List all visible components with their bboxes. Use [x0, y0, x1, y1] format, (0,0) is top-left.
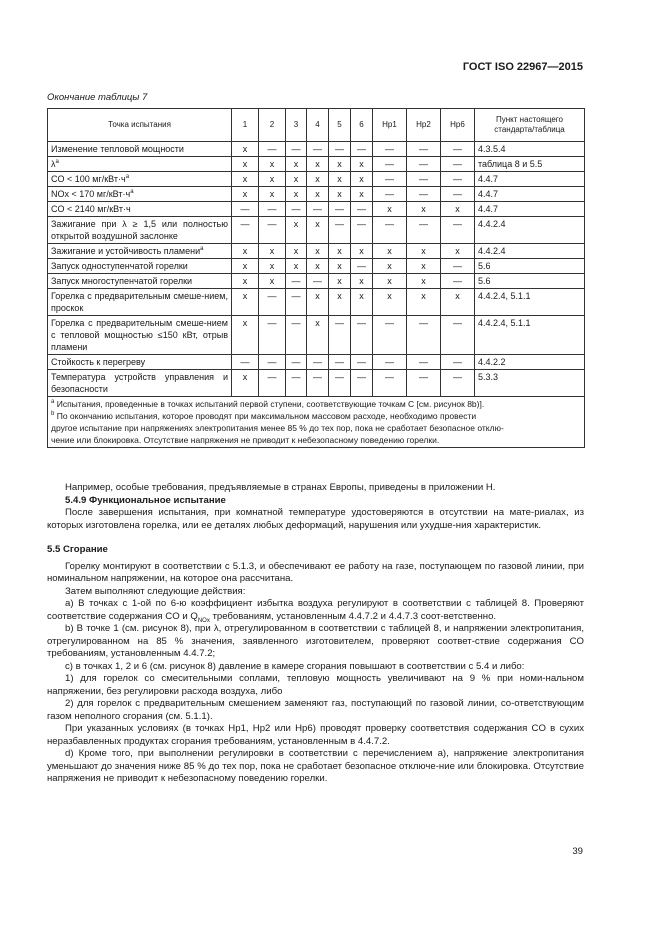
test-point-cell: x: [329, 172, 351, 187]
paragraph-item-d: d) Кроме того, при выполнении регулировки в соответствии с перечислением a), напряжение электропитания уменьшают до значения ниже 85 % до тех пор, пока не сработает безопасное отключе-ние или блокировка. Отсутствие напряжения не приводит к небезопасному поведению горелки.: [47, 748, 584, 784]
test-point-cell: —: [441, 355, 475, 370]
test-point-cell: —: [351, 202, 373, 217]
test-point-cell: —: [351, 142, 373, 157]
footnote-b-line1: По окончанию испытания, которое проводят при максимальном массовом расходе, необходимо провести: [56, 411, 477, 421]
page-number: 39: [572, 846, 583, 857]
test-point-cell: —: [232, 202, 259, 217]
test-name-cell: [48, 244, 232, 259]
test-point-cell: x: [329, 259, 351, 274]
test-point-cell: x: [373, 289, 407, 316]
test-point-cell: x: [259, 187, 286, 202]
test-point-cell: x: [407, 244, 441, 259]
table-row: [48, 355, 585, 370]
reference-cell: 5.3.3: [475, 370, 585, 397]
table-row: [48, 142, 585, 157]
test-point-cell: x: [232, 172, 259, 187]
test-point-cell: x: [407, 274, 441, 289]
test-point-cell: x: [307, 316, 329, 355]
test-point-cell: x: [259, 274, 286, 289]
paragraph-functional-test: После завершения испытания, при комнатной температуре удостоверяются в отсутствии на мате-риалах, из которых изготовлена горелка, или ее деталях любых деформаций, нарушения или ухудше-ния характеристик.: [47, 507, 584, 531]
reference-cell: 4.4.7: [475, 202, 585, 217]
document-header: ГОСТ ISO 22967—2015: [462, 61, 583, 73]
reference-cell: 5.6: [475, 259, 585, 274]
test-points-table: [47, 108, 585, 448]
test-name: λ: [51, 159, 56, 169]
test-point-cell: x: [307, 244, 329, 259]
test-point-cell: —: [441, 142, 475, 157]
footnote-a-mark: a: [51, 399, 55, 406]
test-point-cell: —: [259, 217, 286, 244]
test-point-cell: x: [329, 244, 351, 259]
test-point-cell: —: [329, 142, 351, 157]
test-point-cell: x: [286, 157, 307, 172]
body-text: [47, 482, 584, 786]
test-point-cell: x: [329, 187, 351, 202]
test-point-cell: —: [259, 370, 286, 397]
test-point-cell: —: [441, 172, 475, 187]
test-name: Горелка с предварительным смеше-нием, проскок: [51, 291, 228, 313]
test-point-cell: —: [351, 217, 373, 244]
test-point-cell: x: [232, 316, 259, 355]
test-point-cell: —: [329, 217, 351, 244]
test-point-cell: —: [351, 316, 373, 355]
column-header: Hp6: [441, 109, 475, 142]
paragraph-item-c2: 2) для горелок с предварительным смешением заменяют газ, поступающий по газовой линии, со-ответствующим газом неполного сгорания (см. 5.1.1).: [47, 698, 584, 722]
test-point-cell: —: [407, 142, 441, 157]
test-name-cell: [48, 217, 232, 244]
table-row: [48, 187, 585, 202]
paragraph-actions: Затем выполняют следующие действия:: [65, 585, 246, 597]
test-point-cell: x: [307, 157, 329, 172]
test-point-cell: x: [307, 289, 329, 316]
test-name: Температура устройств управления и безопасности: [51, 372, 228, 394]
test-point-cell: —: [286, 355, 307, 370]
test-point-cell: —: [259, 316, 286, 355]
test-name: Зажигание и устойчивость пламени: [51, 246, 201, 256]
test-point-cell: —: [373, 142, 407, 157]
test-point-cell: —: [407, 172, 441, 187]
column-header: 6: [351, 109, 373, 142]
paragraph-conditions: При указанных условиях (в точках Hp1, Hp2 или Hp6) проводят проверку соответствия содержания CO в сухих неразбавленных продуктах сгорания требованиям, установленным в 4.4.7.2.: [47, 723, 584, 747]
test-point-cell: x: [441, 244, 475, 259]
paragraph-item-c: c) в точках 1, 2 и 6 (см. рисунок 8) давление в камере сгорания повышают в соответствии с 5.4 и либо:: [65, 660, 525, 672]
test-point-cell: x: [351, 289, 373, 316]
paragraph-item-a: [47, 598, 584, 623]
test-name: Запуск одноступенчатой горелки: [51, 261, 188, 271]
table-row: [48, 172, 585, 187]
test-name: Изменение тепловой мощности: [51, 144, 184, 154]
test-name-cell: [48, 172, 232, 187]
footnote-mark: a: [55, 159, 59, 165]
test-point-cell: x: [232, 259, 259, 274]
test-point-cell: —: [307, 142, 329, 157]
column-header: Точка испытания: [48, 109, 232, 142]
test-point-cell: —: [441, 274, 475, 289]
test-point-cell: —: [307, 202, 329, 217]
test-name-cell: [48, 274, 232, 289]
test-point-cell: x: [329, 157, 351, 172]
column-header: 1: [232, 109, 259, 142]
test-point-cell: x: [441, 289, 475, 316]
test-name-cell: [48, 202, 232, 217]
test-point-cell: —: [286, 316, 307, 355]
test-point-cell: x: [259, 172, 286, 187]
test-point-cell: —: [286, 142, 307, 157]
test-point-cell: —: [259, 355, 286, 370]
test-point-cell: x: [286, 172, 307, 187]
test-point-cell: —: [329, 355, 351, 370]
footnote-b-mark: b: [51, 411, 55, 418]
test-point-cell: x: [351, 274, 373, 289]
reference-cell: 5.6: [475, 274, 585, 289]
paragraph-mounting: Горелку монтируют в соответствии с 5.1.3, и обеспечивают ее работу на газе, поступающем по газовой линии, при номинальном напряжении, на которое она рассчитана.: [47, 560, 584, 584]
footnote-a: [51, 398, 581, 410]
footnote-b-line2: другое испытание при напряжениях электропитания менее 85 % до тех пор, пока не сработает безопасное отклю-: [51, 423, 504, 433]
reference-cell: 4.4.2.4: [475, 217, 585, 244]
table-header-row: [48, 109, 585, 142]
test-point-cell: —: [351, 259, 373, 274]
test-point-cell: —: [441, 259, 475, 274]
test-point-cell: —: [307, 355, 329, 370]
test-point-cell: —: [373, 172, 407, 187]
test-point-cell: —: [351, 355, 373, 370]
test-point-cell: x: [286, 244, 307, 259]
column-header: Hp1: [373, 109, 407, 142]
reference-cell: 4.3.5.4: [475, 142, 585, 157]
test-name: Зажигание при λ ≥ 1,5 или полностью открытой воздушной заслонке: [51, 219, 228, 241]
test-point-cell: x: [286, 187, 307, 202]
test-point-cell: —: [259, 289, 286, 316]
reference-cell: 4.4.7: [475, 172, 585, 187]
heading-5-4-9: 5.4.9 Функциональное испытание: [65, 494, 226, 506]
column-header: Пункт настоящего стандарта/таблица: [475, 109, 585, 142]
test-point-cell: —: [441, 187, 475, 202]
test-point-cell: x: [351, 244, 373, 259]
test-name-cell: [48, 142, 232, 157]
test-point-cell: —: [407, 316, 441, 355]
table-row: [48, 289, 585, 316]
test-point-cell: —: [329, 202, 351, 217]
item-a-text: a) В точках с 1-ой по 6-ю коэффициент избытка воздуха регулируют в соответствии с таблицей 8. Проверяют соответствие содержания CO и Q: [47, 598, 584, 622]
test-point-cell: —: [441, 370, 475, 397]
test-point-cell: —: [373, 355, 407, 370]
test-point-cell: x: [286, 259, 307, 274]
reference-cell: 4.4.2.2: [475, 355, 585, 370]
test-name: NOx < 170 мг/кВт·ч: [51, 189, 131, 199]
test-point-cell: —: [286, 274, 307, 289]
table-caption: Окончание таблицы 7: [47, 92, 148, 103]
footnotes-cell: [48, 397, 585, 448]
test-point-cell: —: [286, 202, 307, 217]
reference-cell: 4.4.2.4: [475, 244, 585, 259]
test-point-cell: —: [259, 202, 286, 217]
paragraph-item-c1: 1) для горелок со смесительными соплами, тепловую мощность увеличивают на 9 % при номи-нальном напряжении, без регулировки расхода воздуха, либо: [47, 673, 584, 697]
test-point-cell: x: [307, 172, 329, 187]
test-point-cell: x: [351, 187, 373, 202]
table-row: [48, 244, 585, 259]
test-point-cell: —: [407, 355, 441, 370]
test-point-cell: x: [329, 289, 351, 316]
column-header: Hp2: [407, 109, 441, 142]
test-point-cell: x: [407, 202, 441, 217]
test-point-cell: x: [259, 157, 286, 172]
test-point-cell: x: [307, 187, 329, 202]
test-point-cell: —: [441, 157, 475, 172]
table-row: [48, 217, 585, 244]
test-point-cell: —: [329, 316, 351, 355]
heading-5-5: 5.5 Сгорание: [47, 544, 108, 555]
table-row: [48, 157, 585, 172]
footnote-b-line3: чение или блокировка. Отсутствие напряжения не приводит к небезопасному поведению горелки.: [51, 435, 440, 445]
test-point-cell: x: [351, 157, 373, 172]
footnote-mark: a: [200, 246, 204, 252]
test-point-cell: x: [232, 187, 259, 202]
test-point-cell: —: [259, 142, 286, 157]
item-a-subscript: NOx: [197, 617, 210, 624]
test-point-cell: —: [407, 370, 441, 397]
test-point-cell: —: [329, 370, 351, 397]
test-name-cell: [48, 259, 232, 274]
test-point-cell: —: [407, 157, 441, 172]
test-point-cell: —: [286, 370, 307, 397]
test-name-cell: [48, 316, 232, 355]
test-point-cell: —: [441, 217, 475, 244]
test-point-cell: x: [307, 259, 329, 274]
table-row: [48, 274, 585, 289]
test-point-cell: x: [232, 274, 259, 289]
test-name-cell: [48, 370, 232, 397]
test-point-cell: x: [373, 274, 407, 289]
test-point-cell: —: [351, 370, 373, 397]
test-name-cell: [48, 289, 232, 316]
test-point-cell: —: [407, 187, 441, 202]
test-point-cell: —: [373, 187, 407, 202]
column-header: 4: [307, 109, 329, 142]
test-point-cell: x: [232, 244, 259, 259]
test-name: Горелка с предварительным смеше-нием с тепловой мощностью ≤150 кВт, отрыв пламени: [51, 318, 228, 352]
reference-cell: таблица 8 и 5.5: [475, 157, 585, 172]
test-point-cell: —: [441, 316, 475, 355]
test-point-cell: x: [307, 217, 329, 244]
test-point-cell: x: [232, 157, 259, 172]
column-header: 2: [259, 109, 286, 142]
test-point-cell: —: [407, 217, 441, 244]
test-point-cell: x: [351, 172, 373, 187]
test-point-cell: —: [232, 355, 259, 370]
test-point-cell: x: [259, 244, 286, 259]
test-point-cell: —: [373, 316, 407, 355]
footnote-mark: a: [130, 189, 134, 195]
test-point-cell: x: [232, 142, 259, 157]
column-header: 5: [329, 109, 351, 142]
footnotes-row: [48, 397, 585, 448]
item-a-text-end: требованиям, установленным 4.4.7.2 и 4.4.7.3 соот-ветственно.: [209, 610, 497, 622]
test-point-cell: —: [286, 289, 307, 316]
test-point-cell: x: [373, 202, 407, 217]
reference-cell: 4.4.2.4, 5.1.1: [475, 316, 585, 355]
test-point-cell: x: [286, 217, 307, 244]
test-point-cell: x: [373, 259, 407, 274]
test-name: Стойкость к перегреву: [51, 357, 146, 367]
footnote-b: [51, 410, 581, 422]
reference-cell: 4.4.7: [475, 187, 585, 202]
test-point-cell: x: [373, 244, 407, 259]
table-row: [48, 259, 585, 274]
table-row: [48, 370, 585, 397]
reference-cell: 4.4.2.4, 5.1.1: [475, 289, 585, 316]
test-point-cell: x: [259, 259, 286, 274]
test-point-cell: x: [329, 274, 351, 289]
test-point-cell: —: [373, 217, 407, 244]
test-point-cell: —: [373, 157, 407, 172]
test-point-cell: x: [407, 289, 441, 316]
test-name: CO < 100 мг/кВт·ч: [51, 174, 126, 184]
paragraph-example: Например, особые требования, предъявляемые в странах Европы, приведены в приложении Н.: [65, 482, 496, 493]
column-header: 3: [286, 109, 307, 142]
table-row: [48, 202, 585, 217]
test-name-cell: [48, 187, 232, 202]
test-name: CO < 2140 мг/кВт·ч: [51, 204, 131, 214]
footnote-mark: a: [125, 174, 130, 180]
test-name: Запуск многоступенчатой горелки: [51, 276, 193, 286]
test-point-cell: —: [307, 274, 329, 289]
test-point-cell: —: [307, 370, 329, 397]
test-name-cell: [48, 355, 232, 370]
paragraph-item-b: b) В точке 1 (см. рисунок 8), при λ, отрегулированном в соответствии с таблицей 8, и напряжении электропитания, отрегулированном на 85 % значения, заявленного изготовителем, проверяют соответ-ствие содержания CO требованиям, установленным 4.4.7.2;: [47, 623, 584, 659]
test-point-cell: x: [441, 202, 475, 217]
test-point-cell: —: [232, 217, 259, 244]
test-name-cell: [48, 157, 232, 172]
test-point-cell: x: [232, 370, 259, 397]
table-row: [48, 316, 585, 355]
test-point-cell: x: [232, 289, 259, 316]
test-point-cell: —: [373, 370, 407, 397]
test-point-cell: x: [407, 259, 441, 274]
footnote-a-text: Испытания, проведенные в точках испытаний первой ступени, соответствующие точкам C [см. рисунок 8b)].: [56, 399, 485, 409]
